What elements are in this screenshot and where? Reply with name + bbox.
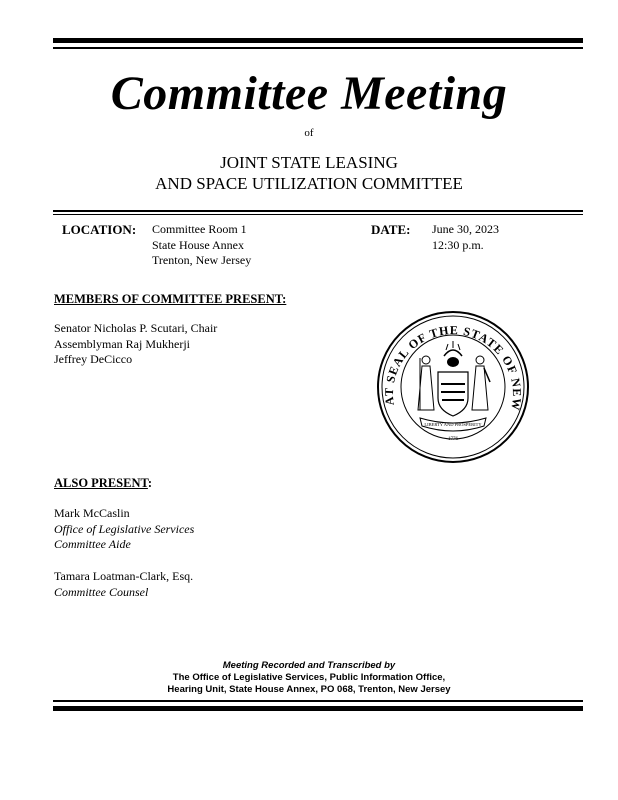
credit-line: Meeting Recorded and Transcribed by [222, 660, 396, 671]
transcription-credit [0, 660, 618, 696]
member-name: Assemblyman Raj Mukherji [54, 336, 190, 351]
also-present-heading [54, 476, 152, 491]
attendee-role: Office of Legislative Services [54, 521, 195, 536]
seal-banner: LIBERTY AND PROSPERITY [424, 422, 482, 427]
section-rule-thin [53, 214, 583, 215]
attendee-role: Committee Counsel [54, 584, 149, 599]
attendee [54, 506, 194, 553]
committee-name-line1: JOINT STATE LEASING [220, 153, 398, 172]
title-of: of [304, 127, 314, 139]
attendee [54, 569, 193, 600]
committee-name-line2: AND SPACE UTILIZATION COMMITTEE [155, 174, 463, 193]
location-line: State House Annex [152, 237, 244, 252]
date-value [432, 222, 499, 253]
member-name: Senator Nicholas P. Scutari, Chair [54, 321, 218, 335]
location-line: Trenton, New Jersey [152, 253, 252, 267]
members-list [54, 321, 217, 368]
page-title: Committee Meeting [110, 67, 508, 120]
member-name: Jeffrey DeCicco [54, 352, 133, 366]
date-line: 12:30 p.m. [432, 237, 484, 252]
committee-name [0, 152, 618, 194]
top-rule-thin [53, 47, 583, 49]
location-value [152, 222, 251, 269]
seal-text: AT SEAL OF THE STATE OF NEW [381, 323, 525, 412]
credit-line: Hearing Unit, State House Annex, PO 068, Trenton, New Jersey [167, 684, 451, 695]
top-rule-thick [53, 38, 583, 43]
bottom-rule-thin [53, 700, 583, 702]
date-line: June 30, 2023 [432, 222, 499, 236]
section-rule-thick [53, 210, 583, 212]
nj-great-seal-icon [376, 310, 530, 464]
bottom-rule-thick [53, 706, 583, 711]
credit-line: The Office of Legislative Services, Public Information Office, [172, 672, 446, 683]
date-label: DATE: [371, 222, 411, 237]
attendee-name: Tamara Loatman-Clark, Esq. [54, 569, 194, 583]
seal-year: 1776 [448, 437, 458, 442]
location-label: LOCATION: [62, 222, 137, 237]
attendee-name: Mark McCaslin [54, 506, 130, 520]
also-present-heading-colon: : [147, 476, 153, 490]
also-present-heading-text: ALSO PRESENT [54, 476, 148, 490]
location-line: Committee Room 1 [152, 222, 247, 236]
attendee-role: Committee Aide [54, 537, 131, 551]
members-heading: MEMBERS OF COMMITTEE PRESENT: [54, 292, 287, 306]
